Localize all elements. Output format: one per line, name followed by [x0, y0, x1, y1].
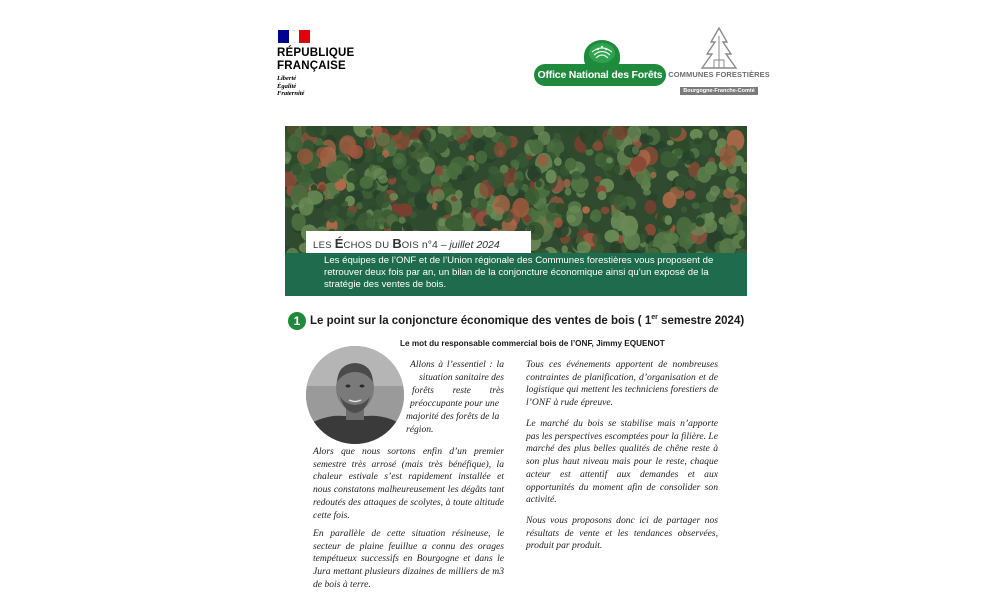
left-wrap-line-4: préoccupante pour une — [410, 398, 499, 409]
portrait-photo — [306, 346, 404, 444]
communes-region: Bourgogne-Franche-Comté — [680, 87, 758, 95]
left-wrap-line-2: situation sanitaire des — [419, 372, 504, 383]
right-paragraph-3: Nous vous proposons donc ici de partager nos résultats de vente et les tendances observées, produit par produit. — [526, 515, 718, 552]
onf-name: Office National des Forêts — [537, 69, 663, 81]
newsletter-title: LES ÉCHOS DU BOIS n°4 – juillet 2024 — [306, 231, 531, 253]
french-flag-icon — [278, 30, 310, 43]
republique-name: RÉPUBLIQUE FRANÇAISE — [277, 47, 355, 72]
left-wrap-line-1: Allons à l’essentiel : la — [410, 359, 504, 370]
communes-forestieres-logo — [668, 26, 770, 92]
communes-name: COMMUNES FORESTIÈRES — [668, 70, 770, 79]
section-title: Le point sur la conjoncture économique des ventes de bois ( 1er semestre 2024) — [310, 314, 745, 327]
republique-francaise-logo — [277, 30, 367, 98]
intro-text: Les équipes de l’ONF et de l’Union régionale des Communes forestières vous proposent de retrouver deux fois par an, un bilan de la conjoncture économique ainsi qu’un exposé de la stratégie des ventes de bois. — [324, 255, 714, 291]
right-paragraph-2: Le marché du bois se stabilise mais n’apporte pas les perspectives escomptées pour la filière. Le marché des plus belles qualités de chêne reste à son plus haut niveau mais pour le reste, chaque acteur est attentif aux demandes et aux opportunités du moment afin de consolider son activité. — [526, 418, 719, 506]
section-subheading: Le mot du responsable commercial bois de l’ONF, Jimmy EQUENOT — [400, 339, 665, 348]
right-paragraph-1: Tous ces événements apportent de nombreuses contraintes de planification, d’organisation et de logistique qui mettent les techniciens forestiers de l’ONF à rude épreuve. — [526, 359, 718, 409]
section-number-badge: 1 — [288, 312, 306, 330]
onf-logo — [534, 40, 666, 92]
left-wrap-line-5: majorité des forêts de la — [406, 411, 500, 422]
communes-tree-icon — [694, 26, 744, 70]
left-paragraph-2: En parallèle de cette situation résineuse, le secteur de plaine feuillue a connu des orages tempétueux successifs en Bourgogne et dans le Jura mettant plusieurs dizaines de milliers de m3 de bois à terre. — [313, 528, 504, 590]
left-wrap-line-3: forêts reste très — [412, 385, 504, 396]
left-wrap-line-6: région. — [406, 424, 434, 435]
onf-name-band — [534, 64, 666, 86]
republique-motto: Liberté Égalité Fraternité — [277, 75, 305, 97]
left-paragraph-1: Alors que nous sortons enfin d’un premier semestre très arrosé (mais très bénéfique), la chaleur estivale s’est rapidement installée et nous constatons malheureusement les dégâts tant redoutés des attaques de scolytes, à toute altitude cette fois. — [313, 446, 504, 521]
